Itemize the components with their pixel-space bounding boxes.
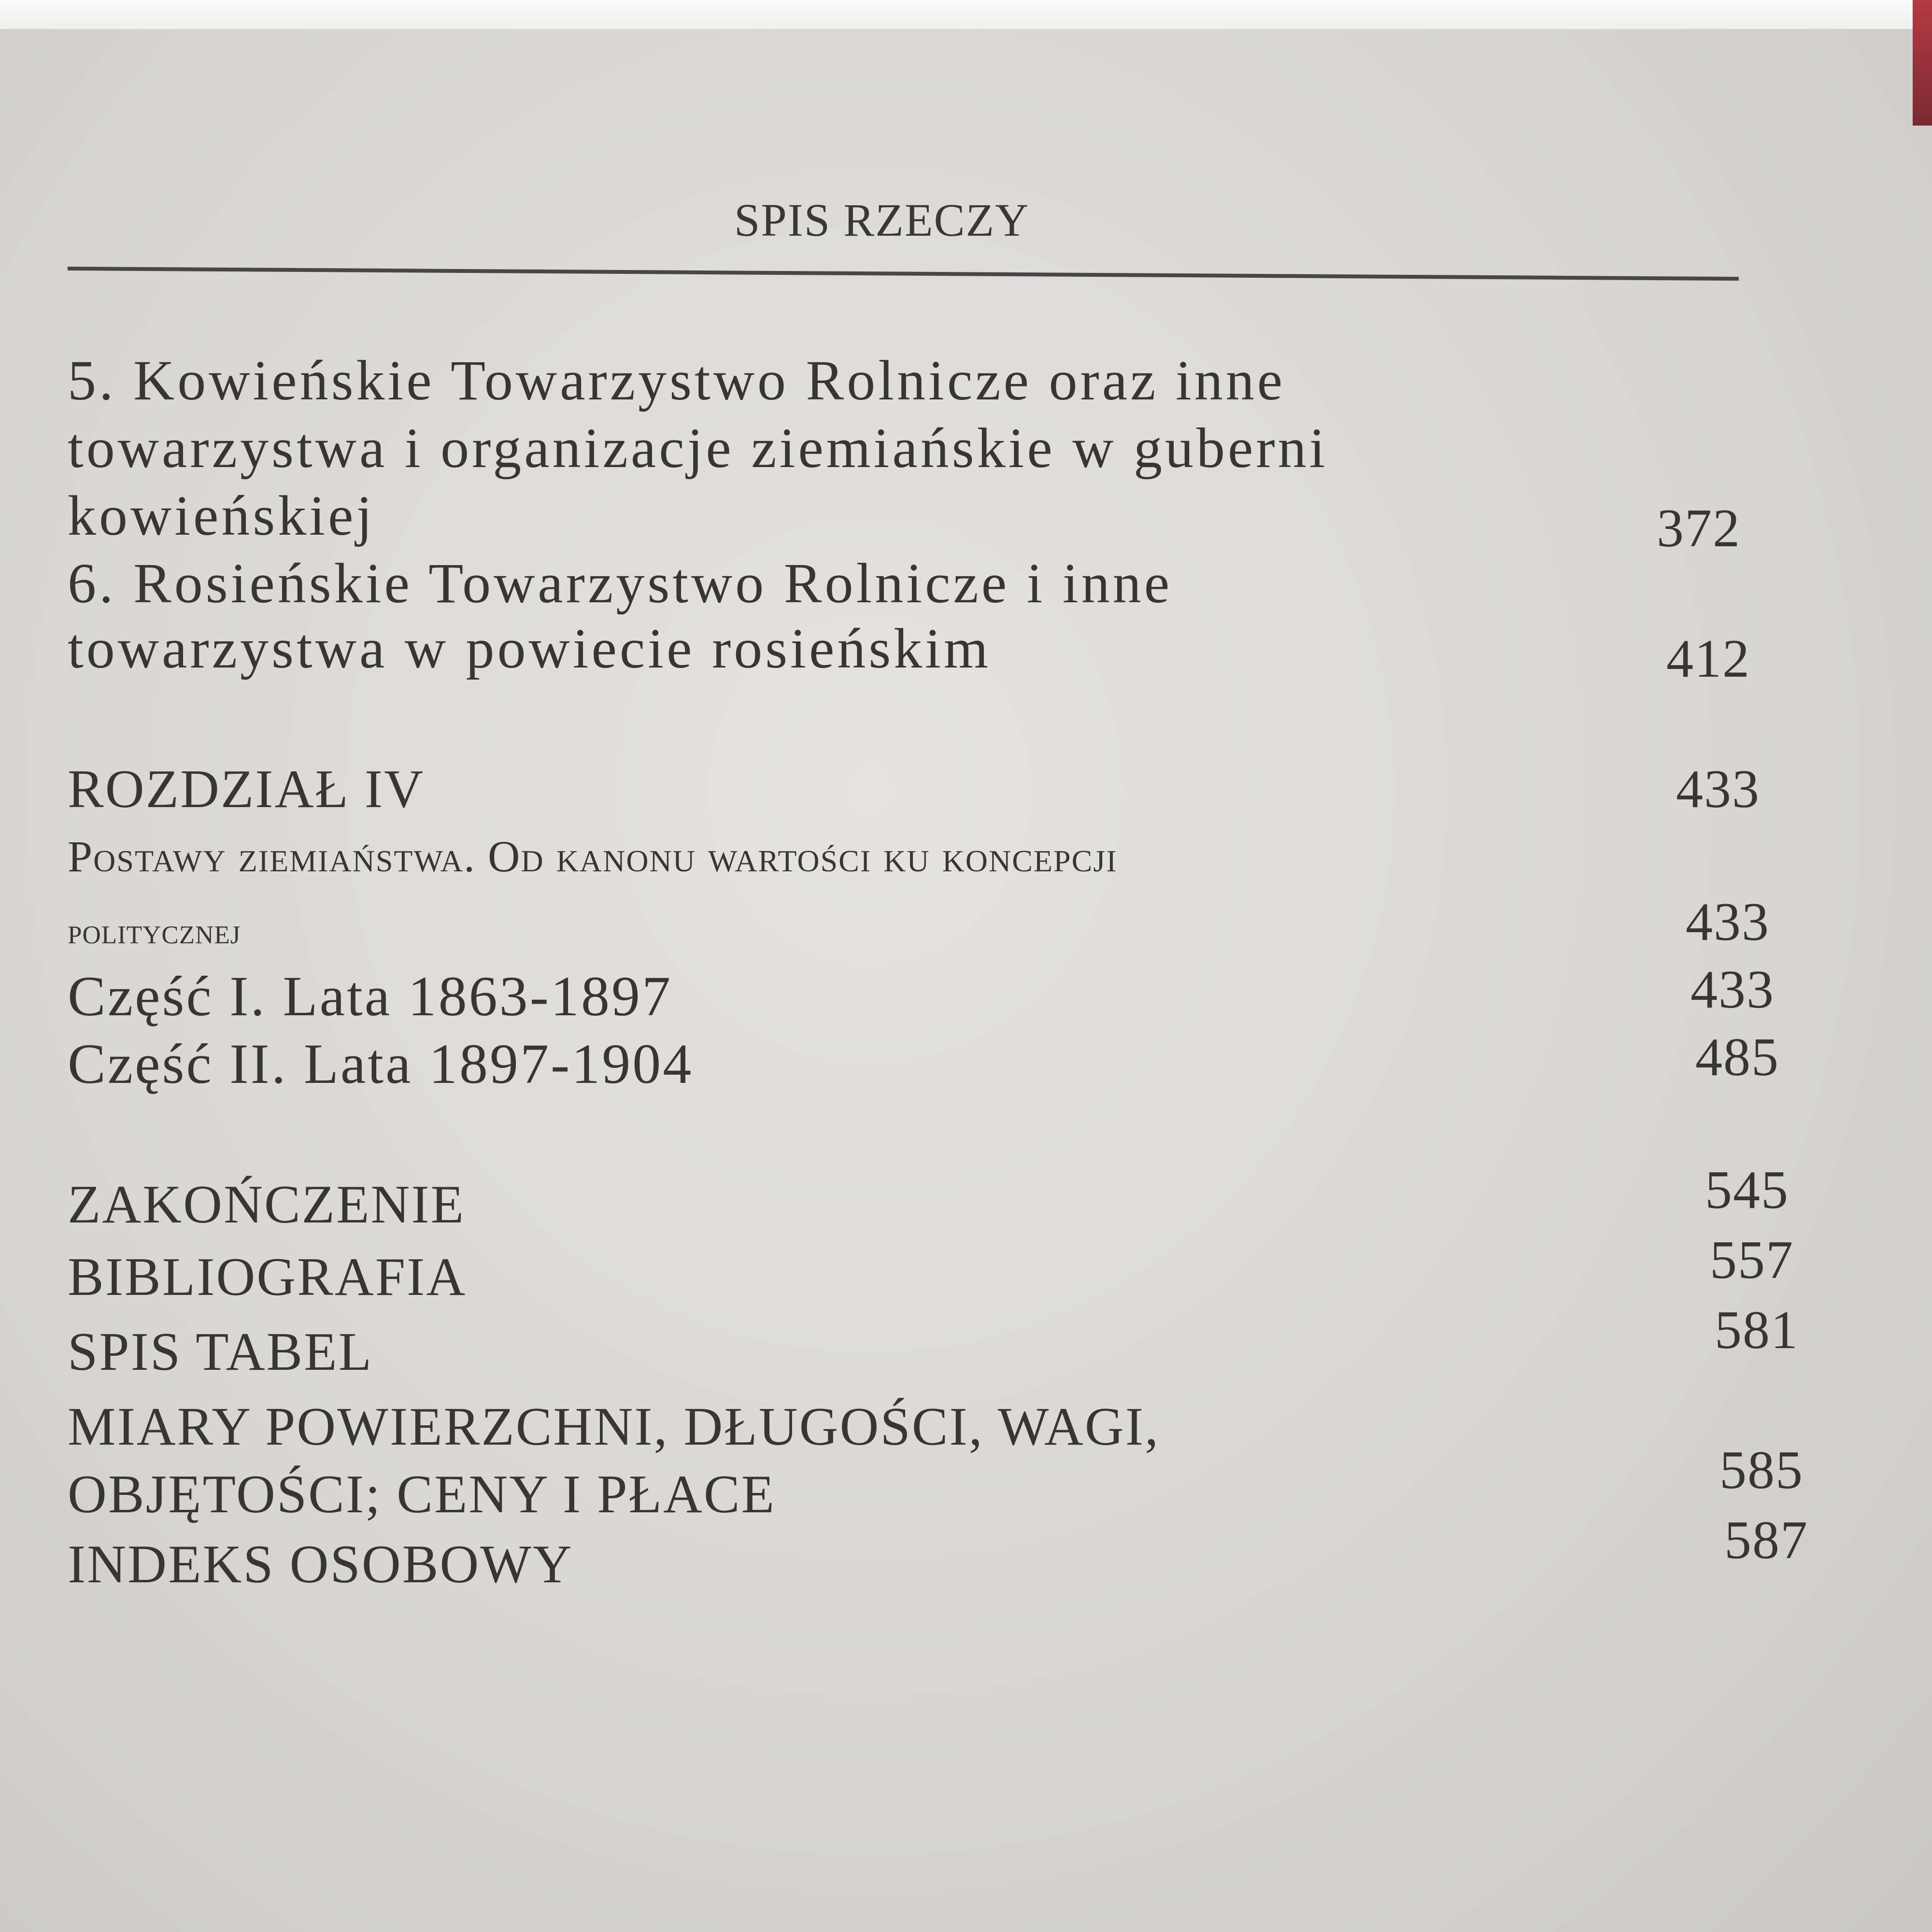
part-1-title: Część I. Lata 1863-1897: [68, 965, 672, 1028]
book-cover-corner: [1913, 0, 1932, 126]
entry-5-line-3: kowieńskiej: [68, 484, 375, 547]
back-matter-measures-page: 585: [1719, 1440, 1804, 1500]
part-2-title: Część II. Lata 1897-1904: [68, 1032, 694, 1095]
back-matter-tables-page: 581: [1715, 1300, 1799, 1360]
chapter-heading: ROZDZIAŁ IV: [68, 759, 425, 819]
back-matter-tables: SPIS TABEL: [68, 1322, 373, 1382]
back-matter-conclusion: ZAKOŃCZENIE: [68, 1175, 466, 1235]
chapter-subtitle-line-1: Postawy ziemiaństwa. Od kanonu wartości ku koncepcji: [68, 832, 1118, 881]
entry-5-page: 372: [1657, 498, 1741, 558]
back-matter-index-page: 587: [1724, 1510, 1808, 1570]
back-matter-index: INDEKS OSOBOWY: [68, 1534, 573, 1594]
entry-5-line-1: 5. Kowieńskie Towarzystwo Rolnicze oraz inne: [68, 349, 1286, 412]
back-matter-conclusion-page: 545: [1705, 1160, 1789, 1220]
running-head: SPIS RZECZY: [734, 194, 1030, 246]
entry-6-line-2: towarzystwa w powiecie rosieńskim: [68, 617, 991, 680]
entry-5-line-2: towarzystwa i organizacje ziemiańskie w guberni: [68, 416, 1328, 480]
entry-6-line-1: 6. Rosieńskie Towarzystwo Rolnicze i inne: [68, 552, 1173, 615]
back-matter-measures-line-1: MIARY POWIERZCHNI, DŁUGOŚCI, WAGI,: [68, 1397, 1160, 1457]
back-matter-bibliography: BIBLIOGRAFIA: [68, 1247, 467, 1307]
chapter-subtitle-page: 433: [1686, 892, 1770, 952]
entry-6-page: 412: [1666, 629, 1750, 689]
back-matter-measures-line-2: OBJĘTOŚCI; CENY I PŁACE: [68, 1464, 776, 1524]
chapter-subtitle-line-2: politycznej: [68, 911, 241, 952]
part-1-page: 433: [1690, 960, 1775, 1020]
part-2-page: 485: [1695, 1027, 1779, 1087]
back-matter-bibliography-page: 557: [1710, 1230, 1794, 1290]
chapter-heading-page: 433: [1676, 759, 1760, 819]
